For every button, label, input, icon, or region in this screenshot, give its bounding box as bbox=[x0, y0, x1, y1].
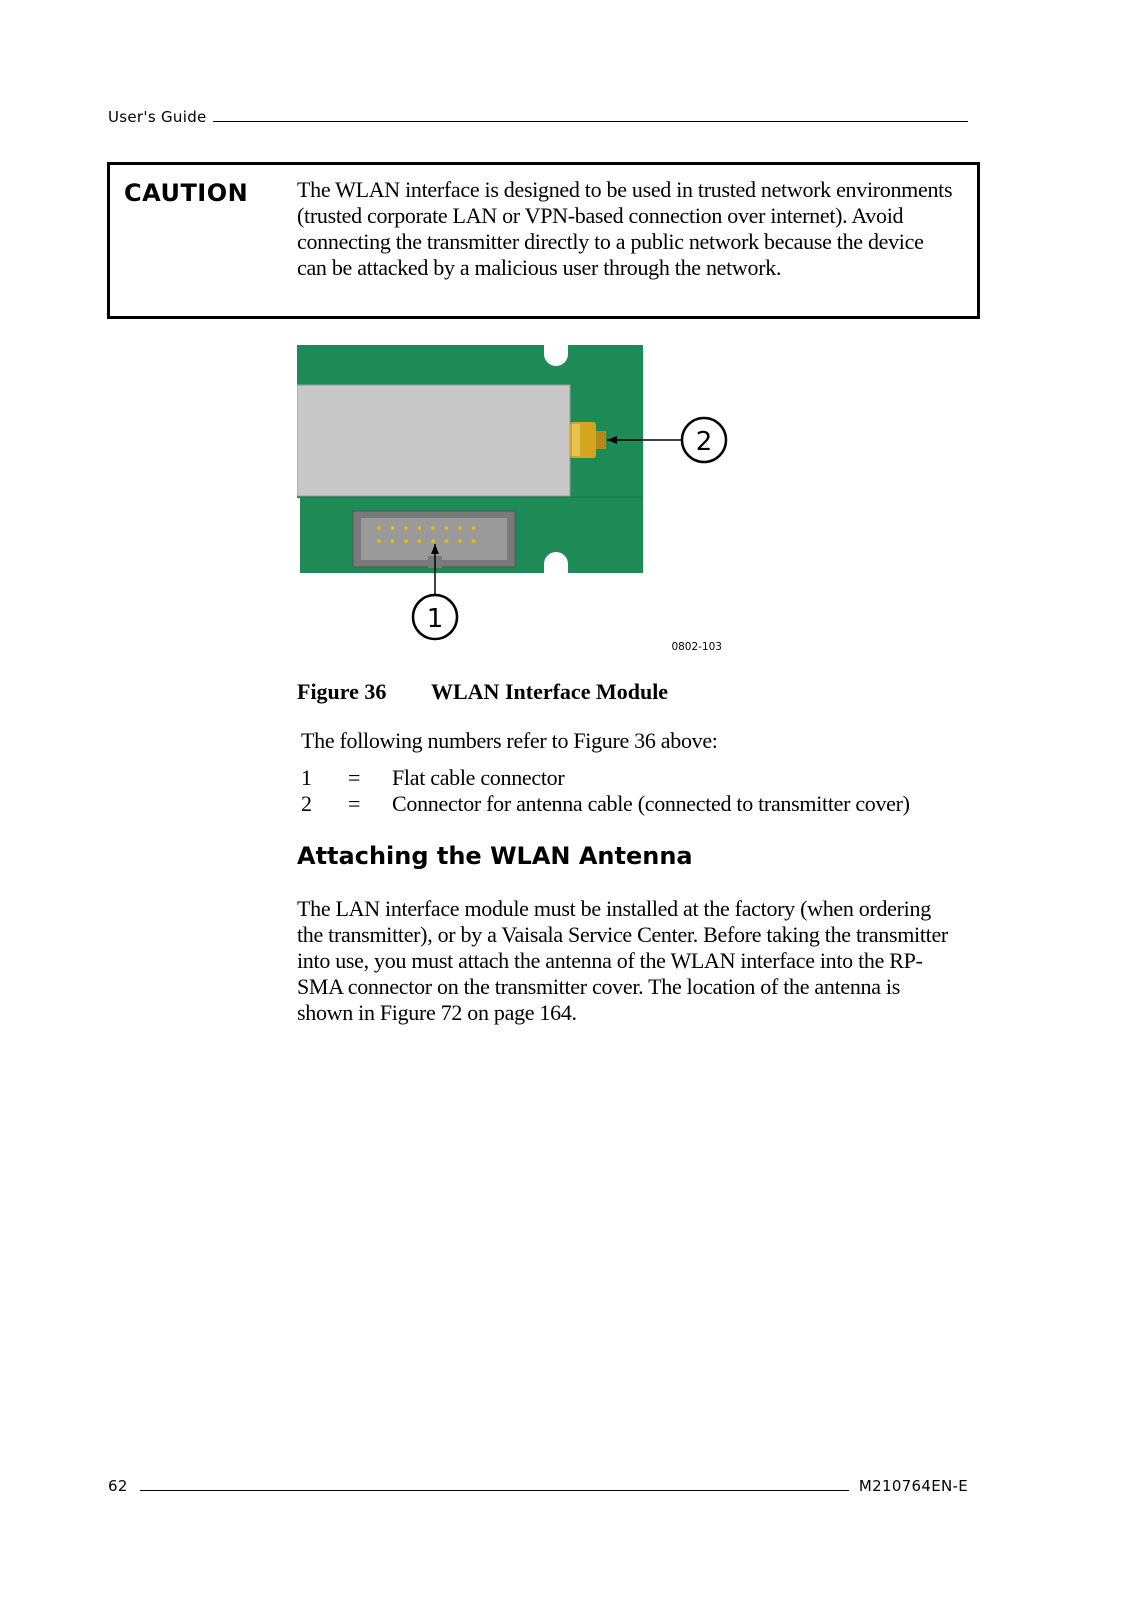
connector-pin bbox=[431, 526, 435, 530]
connector-pin bbox=[404, 539, 408, 543]
callout-2-label: 2 bbox=[695, 427, 713, 457]
caption-title: WLAN Interface Module bbox=[431, 679, 669, 704]
connector-pin bbox=[445, 539, 449, 543]
connector-pin bbox=[404, 526, 408, 530]
connector-pin bbox=[391, 526, 395, 530]
connector-pin bbox=[418, 526, 422, 530]
connector-pin bbox=[391, 539, 395, 543]
shield-can bbox=[297, 385, 570, 496]
connector-pin bbox=[418, 539, 422, 543]
legend-text: Flat cable connector bbox=[392, 765, 565, 790]
section-heading: Attaching the WLAN Antenna bbox=[297, 842, 693, 870]
legend-text: Connector for antenna cable (connected to transmitter cover) bbox=[392, 791, 910, 816]
page-footer bbox=[108, 1477, 968, 1495]
caution-label: CAUTION bbox=[124, 179, 249, 207]
legend-list bbox=[301, 765, 910, 817]
legend-separator: = bbox=[348, 765, 361, 790]
footer-rule bbox=[140, 1477, 849, 1491]
section-paragraph: The LAN interface module must be installed at the factory (when ordering the transmitter), or by a Vaisala Service Center. Before taking the transmitter into use, you must attach the antenna of the WLAN interface into the RP-SMA connector on the transmitter cover. The location of the antenna is shown in Figure 72 on page 164. bbox=[297, 896, 948, 1025]
connector-pin bbox=[377, 539, 381, 543]
document-code: M210764EN-E bbox=[858, 1477, 968, 1495]
connector-pin bbox=[458, 539, 462, 543]
wlan-module-illustration bbox=[297, 345, 737, 670]
legend-number: 2 bbox=[301, 791, 312, 816]
figure-caption bbox=[297, 679, 668, 705]
legend-intro: The following numbers refer to Figure 36 above: bbox=[301, 728, 718, 753]
page-number: 62 bbox=[108, 1477, 128, 1495]
connector-pin bbox=[431, 539, 435, 543]
connector-pin bbox=[458, 526, 462, 530]
caption-number: Figure 36 bbox=[297, 679, 387, 704]
legend-item bbox=[301, 791, 910, 817]
connector-pin bbox=[472, 539, 476, 543]
callout-1-label: 1 bbox=[426, 604, 444, 634]
connector-pin bbox=[445, 526, 449, 530]
caution-text: The WLAN interface is designed to be used in trusted network environments (trusted corporate LAN or VPN-based connection over internet). Avoid connecting the transmitter directly to a public network because the device can be attacked by a malicious user through the network. bbox=[297, 177, 953, 280]
legend-number: 1 bbox=[301, 765, 312, 790]
legend-item bbox=[301, 765, 910, 791]
caution-box bbox=[107, 162, 980, 319]
connector-pin bbox=[377, 526, 381, 530]
legend-separator: = bbox=[348, 791, 361, 816]
connector-pin bbox=[472, 526, 476, 530]
image-code: 0802-103 bbox=[671, 641, 722, 653]
page-header bbox=[108, 108, 968, 126]
wlan-module-figure bbox=[297, 345, 737, 670]
header-rule bbox=[213, 108, 968, 122]
header-title: User's Guide bbox=[108, 108, 207, 126]
